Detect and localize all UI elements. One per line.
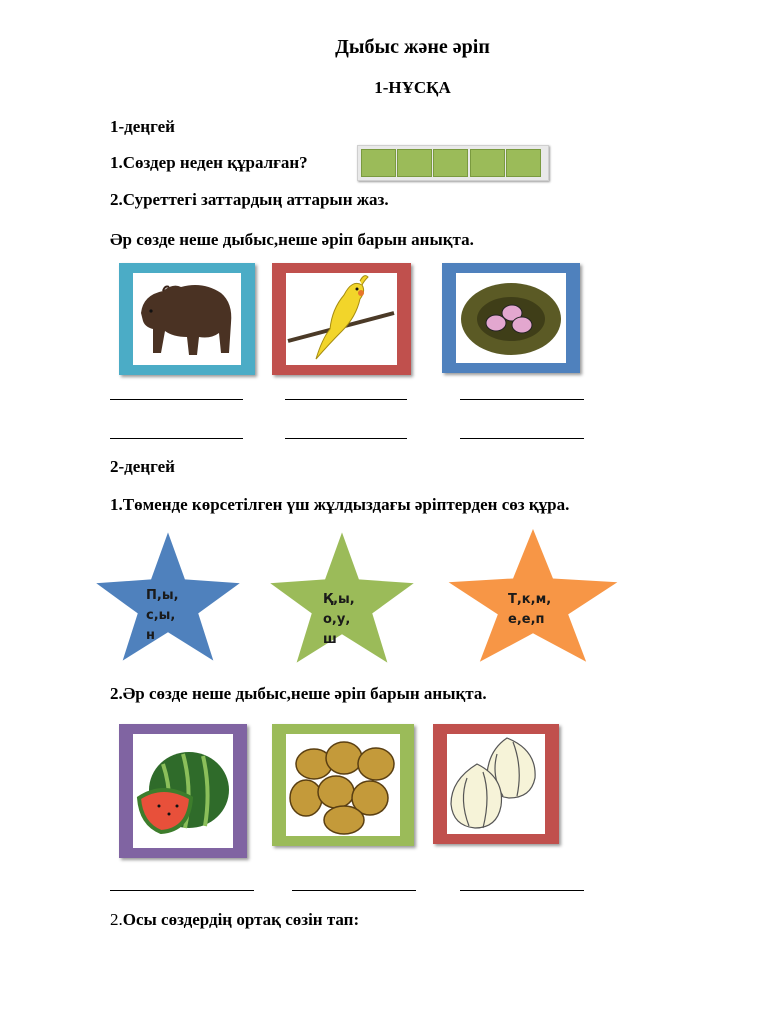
answer-box[interactable]: [433, 149, 468, 177]
potatoes-icon: [286, 734, 400, 836]
answer-boxes: [357, 145, 549, 181]
answer-box[interactable]: [361, 149, 396, 177]
onions-picture: [433, 724, 559, 844]
answer-line[interactable]: [460, 399, 584, 400]
level2-heading: 2-деңгей: [110, 457, 175, 476]
level1-question1: 1.Сөздер неден құралған?: [110, 153, 308, 172]
page-title: Дыбыс және әріп: [335, 36, 490, 58]
parrot-icon: [286, 273, 397, 365]
variant-heading: 1-НҰСҚА: [374, 78, 451, 97]
answer-box[interactable]: [397, 149, 432, 177]
star-letters-1: П,ы, с,ы, н: [146, 588, 179, 643]
parrot-picture: [272, 263, 411, 375]
answer-line[interactable]: [110, 399, 243, 400]
bear-icon: [133, 273, 241, 365]
level1-question2-line1: 2.Суреттегі заттардың аттарын жаз.: [110, 190, 389, 209]
nest-icon: [456, 273, 566, 363]
level1-heading: 1-деңгей: [110, 117, 175, 136]
answer-line[interactable]: [460, 438, 584, 439]
answer-line[interactable]: [285, 438, 407, 439]
answer-line[interactable]: [110, 438, 243, 439]
answer-box[interactable]: [506, 149, 541, 177]
answer-line[interactable]: [285, 399, 407, 400]
answer-line[interactable]: [292, 890, 416, 891]
answer-box[interactable]: [470, 149, 505, 177]
level1-question2-line2: Әр сөзде неше дыбыс,неше әріп барын анықта.: [110, 230, 474, 249]
onion-icon: [447, 734, 545, 834]
answer-line[interactable]: [110, 890, 254, 891]
level2-question3: 2.Осы сөздердің ортақ сөзін тап:: [110, 910, 360, 929]
star-letters-3: Т,к,м, е,е,п: [508, 592, 552, 627]
level2-question2: 2.Әр сөзде неше дыбыс,неше әріп барын анықта.: [110, 684, 487, 703]
bear-picture: [119, 263, 255, 375]
potatoes-picture: [272, 724, 414, 846]
star-letters-2: Қ,ы, о,у, ш: [323, 592, 355, 647]
nest-picture: [442, 263, 580, 373]
level2-question1: 1.Төменде көрсетілген үш жұлдыздағы әріптерден сөз құра.: [110, 495, 570, 514]
answer-line[interactable]: [460, 890, 584, 891]
watermelon-icon: [133, 734, 233, 848]
watermelon-picture: [119, 724, 247, 858]
